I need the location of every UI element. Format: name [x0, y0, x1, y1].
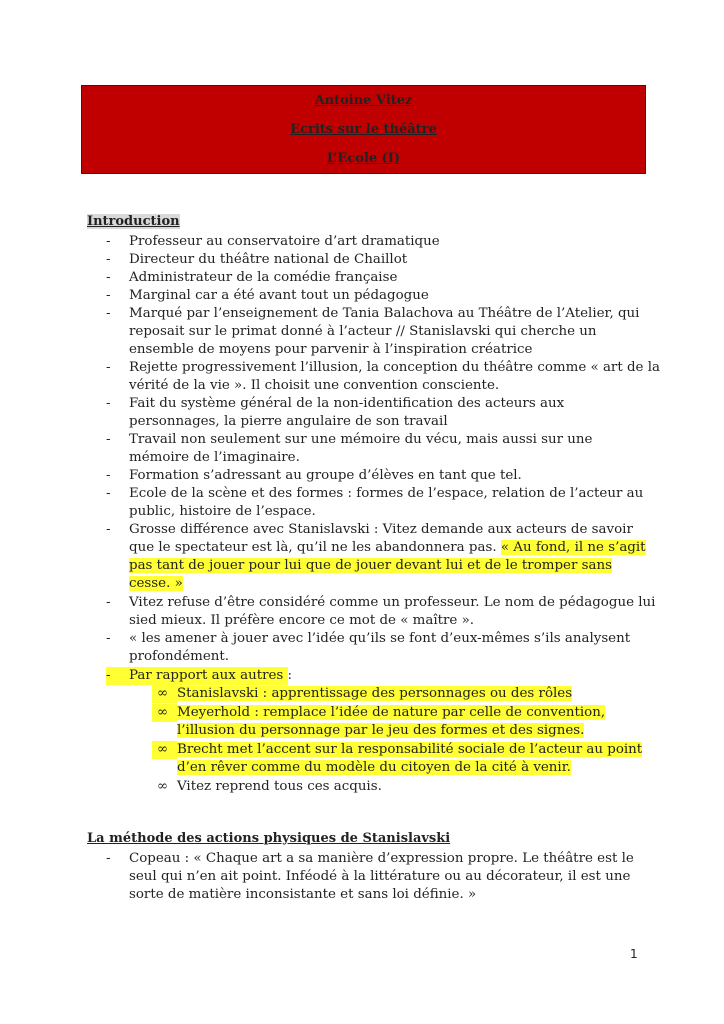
subitem-line: Stanislavski : apprentissage des personnages ou des rôles: [177, 686, 573, 701]
list-item-line: Directeur du théâtre national de Chaillot: [129, 252, 408, 267]
rapport-item: - Par rapport aux autres :: [106, 668, 293, 683]
infinity-marker: ∞: [157, 705, 169, 720]
list-item-line: Administrateur de la comédie française: [129, 270, 398, 285]
list-item-line: Travail non seulement sur une mémoire du vécu, mais aussi sur une: [129, 432, 593, 447]
introduction-heading: Introduction: [87, 214, 180, 229]
bullet-marker: -: [106, 486, 111, 501]
subitem-line: Brecht met l’accent sur la responsabilité sociale de l’acteur au point: [177, 742, 643, 757]
highlighted-quote: « Au fond, il ne s’agit: [500, 540, 646, 555]
work-title: Ecrits sur le théâtre: [290, 122, 437, 137]
list-item-line: reposait sur le primat donné à l’acteur // Stanislavski qui cherche un: [129, 324, 597, 339]
list-item-line: public, histoire de l’espace.: [129, 504, 316, 519]
bullet-marker: -: [106, 396, 111, 411]
bullet-marker: -: [106, 288, 111, 303]
bullet-marker: -: [106, 468, 111, 483]
list-item-line: Ecole de la scène et des formes : formes de l’espace, relation de l’acteur au: [129, 486, 644, 501]
title-box: [81, 85, 646, 174]
bullet-marker: -: [106, 306, 111, 321]
list-item-line: vérité de la vie ». Il choisit une convention consciente.: [129, 378, 500, 393]
list-item-line: Grosse différence avec Stanislavski : Vitez demande aux acteurs de savoir: [129, 522, 633, 537]
bullet-marker: -: [106, 234, 111, 249]
author-title: Antoine Vitez: [314, 93, 413, 108]
bullet-marker: -: [106, 360, 111, 375]
list-item-line: Marginal car a été avant tout un pédagogue: [129, 288, 429, 303]
bullet-marker: -: [106, 522, 111, 537]
list-item-line: « les amener à jouer avec l’idée qu’ils se font d’eux-mêmes s’ils analysent: [129, 631, 631, 646]
list-item-line: sied mieux. Il préfère encore ce mot de « maître ».: [129, 613, 475, 628]
bullet-marker: -: [106, 270, 111, 285]
list-item-line: [129, 557, 612, 575]
list-item-line: Fait du système général de la non-identification des acteurs aux: [129, 396, 565, 411]
subitem-line: d’en rêver comme du modèle du citoyen de la cité à venir.: [177, 760, 571, 775]
bullet-marker: -: [106, 631, 111, 646]
list-item-line: Professeur au conservatoire d’art dramatique: [129, 234, 440, 249]
list-item-line: [129, 575, 183, 593]
list-item-line: Rejette progressivement l’illusion, la conception du théâtre comme « art de la: [129, 360, 660, 375]
list-item-line: Formation s’adressant au groupe d’élèves en tant que tel.: [129, 468, 522, 483]
bullet-marker: -: [106, 252, 111, 267]
highlighted-quote: cesse. »: [129, 576, 183, 591]
infinity-marker: ∞: [157, 742, 169, 757]
methode-heading: La méthode des actions physiques de Stanislavski: [87, 831, 451, 846]
list-item-line: Vitez refuse d’être considéré comme un professeur. Le nom de pédagogue lui: [129, 595, 656, 610]
bullet-marker: -: [106, 851, 111, 866]
list-item-line: Copeau : « Chaque art a sa manière d’expression propre. Le théâtre est le: [129, 851, 634, 866]
page-number: 1: [630, 947, 638, 961]
bullet-marker: -: [106, 595, 111, 610]
list-item-line: seul qui n’en ait point. Inféodé à la littérature ou au décorateur, il est une: [129, 869, 631, 884]
subitem-line: Vitez reprend tous ces acquis.: [177, 779, 382, 794]
highlighted-quote: pas tant de jouer pour lui que de jouer devant lui et de le tromper sans: [129, 558, 612, 573]
subitem-line: Meyerhold : remplace l’idée de nature par celle de convention,: [177, 705, 606, 720]
list-item-line: profondément.: [129, 649, 230, 664]
chapter-title: L’Ecole (I): [326, 151, 401, 166]
list-item-line: que le spectateur est là, qu’il ne les abandonnera pas. « Au fond, il ne s’agit: [129, 540, 646, 555]
infinity-marker: ∞: [157, 686, 169, 701]
list-item-line: ensemble de moyens pour parvenir à l’inspiration créatrice: [129, 342, 533, 357]
list-item-line: sorte de matière inconsistante et sans loi définie. »: [129, 887, 477, 902]
list-item-line: mémoire de l’imaginaire.: [129, 450, 300, 465]
list-item-line: Marqué par l’enseignement de Tania Balachova au Théâtre de l’Atelier, qui: [129, 306, 640, 321]
subitem-line: l’illusion du personnage par le jeu des formes et des signes.: [177, 723, 585, 738]
infinity-marker: ∞: [157, 779, 169, 794]
list-item-line: personnages, la pierre angulaire de son travail: [129, 414, 448, 429]
bullet-marker: -: [106, 432, 111, 447]
